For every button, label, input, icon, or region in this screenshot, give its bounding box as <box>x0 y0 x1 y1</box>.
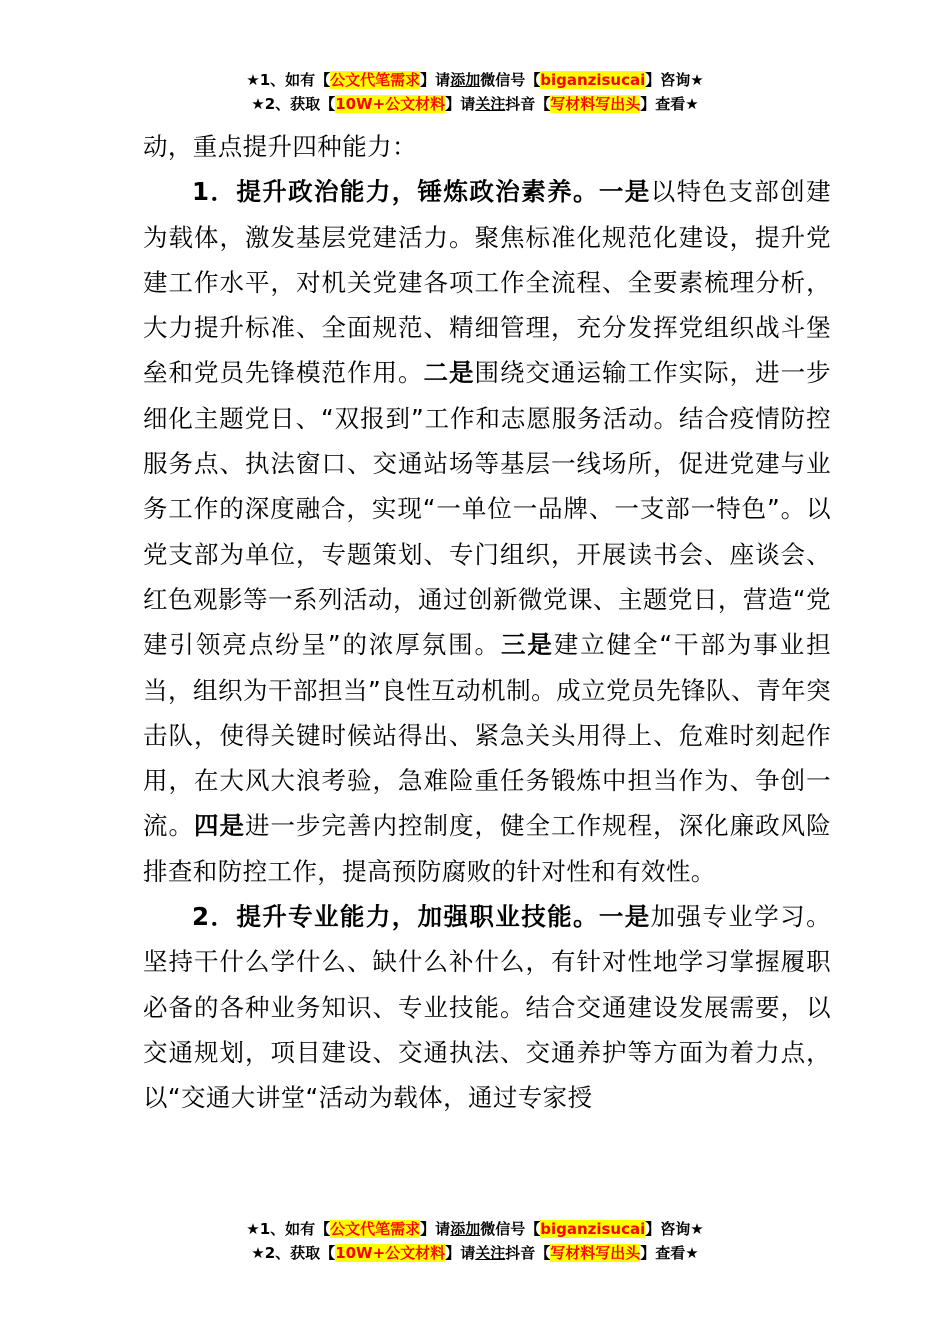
promo-highlight: 10W+公文材料 <box>335 1244 446 1262</box>
item-text: 加强专业学习。坚持干什么学什么、缺什么补什么，有针对性地学习掌握履职必备的各种业务知识、专业技能。结合交通建设发展需要，以交通规划，项目建设、交通执法、交通养护等方面为着力点，以“交通大讲堂“活动为载体，通过专家授 <box>143 902 831 1113</box>
promo-text: 】咨询★ <box>645 71 704 89</box>
item-marker: 二是 <box>423 358 475 388</box>
promo-highlight: 公文代笔需求 <box>330 1220 421 1238</box>
item-marker: 三是 <box>500 630 554 660</box>
promo-underline: 关注 <box>475 1244 506 1262</box>
item-text: 建立健全“干部为事业担当，组织为干部担当”良性互动机制。成立党员先锋队、青年突击队，使得关键时候站得出、紧急关头用得上、危难时刻起作用，在大风大浪考验，急难险重任务锻炼中担当作为、争创一流。 <box>143 630 831 841</box>
promo-underline: 添加 <box>450 71 481 89</box>
item-marker: 四是 <box>194 811 246 841</box>
promo-underline: 添加 <box>450 1220 481 1238</box>
promo-text: ★2、获取【 <box>251 95 336 113</box>
document-body <box>143 124 831 1121</box>
promo-banner-top <box>0 68 950 116</box>
promo-text: 抖音【 <box>505 95 551 113</box>
promo-text: 】请 <box>445 1244 476 1262</box>
promo-text: 微信号【 <box>480 71 541 89</box>
promo-line-1 <box>0 68 950 92</box>
promo-highlight-douyin: 写材料写出头 <box>550 1244 641 1262</box>
item-marker: 一是 <box>598 177 651 207</box>
promo-line-2 <box>0 92 950 116</box>
promo-text: 抖音【 <box>505 1244 551 1262</box>
section-heading: 2．提升专业能力，加强职业技能。 <box>192 902 599 932</box>
item-marker: 一是 <box>598 902 651 932</box>
promo-text: 微信号【 <box>480 1220 541 1238</box>
promo-highlight-wechat: biganzisucai <box>540 71 646 89</box>
item-text: 进一步完善内控制度，健全工作规程，深化廉政风险排查和防控工作，提高预防腐败的针对性和有效性。 <box>143 811 831 886</box>
promo-highlight-douyin: 写材料写出头 <box>550 95 641 113</box>
promo-line-1 <box>0 1217 950 1241</box>
paragraph-political-ability <box>143 169 831 894</box>
paragraph-professional-ability <box>143 894 831 1120</box>
section-heading: 1．提升政治能力，锤炼政治素养。 <box>192 177 599 207</box>
promo-line-2 <box>0 1241 950 1265</box>
promo-underline: 关注 <box>475 95 506 113</box>
promo-text: 】查看★ <box>640 95 699 113</box>
promo-text: 】咨询★ <box>645 1220 704 1238</box>
promo-text: ★1、如有【 <box>246 1220 331 1238</box>
promo-highlight: 公文代笔需求 <box>330 71 421 89</box>
promo-text: ★1、如有【 <box>246 71 331 89</box>
paragraph-continuation: 动，重点提升四种能力： <box>143 132 417 161</box>
promo-text: 】查看★ <box>640 1244 699 1262</box>
promo-highlight: 10W+公文材料 <box>335 95 446 113</box>
promo-highlight-wechat: biganzisucai <box>540 1220 646 1238</box>
item-text: 以特色支部创建为载体，激发基层党建活力。聚焦标准化规范化建设，提升党建工作水平，对机关党建各项工作全流程、全要素梳理分析，大力提升标准、全面规范、精细管理，充分发挥党组织战斗堡垒和党员先锋模范作用。 <box>143 177 831 388</box>
promo-text: ★2、获取【 <box>251 1244 336 1262</box>
item-text: 围绕交通运输工作实际，进一步细化主题党日、“双报到”工作和志愿服务活动。结合疫情防控服务点、执法窗口、交通站场等基层一线场所，促进党建与业务工作的深度融合，实现“一单位一品牌、一支部一特色”。以党支部为单位，专题策划、专门组织，开展读书会、座谈会、红色观影等一系列活动，通过创新微党课、主题党日，营造“党建引领亮点纷呈”的浓厚氛围。 <box>143 358 831 660</box>
promo-banner-bottom <box>0 1217 950 1265</box>
promo-text: 】请 <box>420 71 451 89</box>
promo-text: 】请 <box>445 95 476 113</box>
promo-text: 】请 <box>420 1220 451 1238</box>
